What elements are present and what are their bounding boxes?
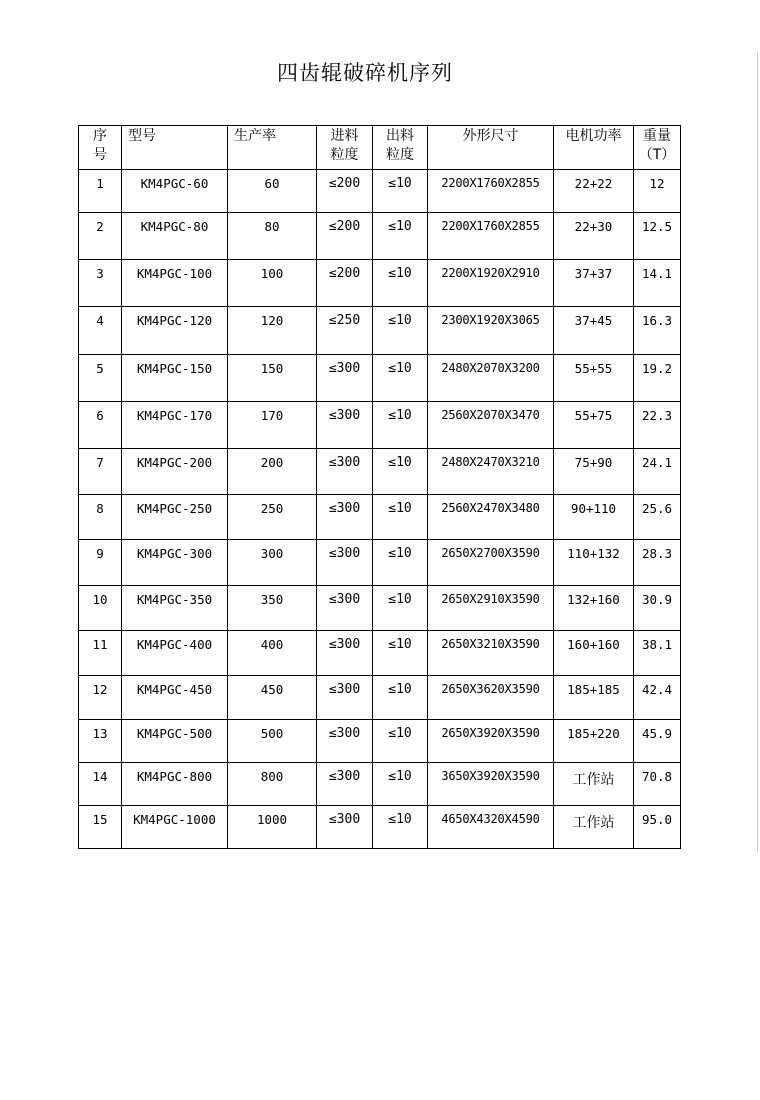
cell-model: KM4PGC-350	[122, 586, 228, 631]
page-edge-line	[757, 52, 758, 852]
header-capacity: 生产率	[228, 126, 317, 170]
table-row	[79, 213, 681, 260]
cell-output-size: ≤10	[373, 806, 428, 849]
cell-motor-power: 90+110	[554, 495, 634, 540]
cell-weight: 12	[634, 170, 681, 213]
cell-feed-size: ≤300	[317, 631, 373, 676]
cell-capacity: 500	[228, 720, 317, 763]
header-motor-power: 电机功率	[554, 126, 634, 170]
cell-capacity: 100	[228, 260, 317, 307]
header-model: 型号	[122, 126, 228, 170]
cell-motor-power: 37+45	[554, 307, 634, 355]
cell-model: KM4PGC-200	[122, 449, 228, 495]
cell-weight: 70.8	[634, 763, 681, 806]
cell-feed-size: ≤300	[317, 449, 373, 495]
table-row	[79, 676, 681, 720]
cell-model: KM4PGC-60	[122, 170, 228, 213]
cell-motor-power: 55+55	[554, 355, 634, 402]
cell-output-size: ≤10	[373, 449, 428, 495]
cell-output-size: ≤10	[373, 495, 428, 540]
cell-motor-power: 37+37	[554, 260, 634, 307]
cell-dimensions: 3650X3920X3590	[428, 763, 554, 806]
header-feed-size	[317, 126, 373, 170]
cell-dimensions: 2650X2910X3590	[428, 586, 554, 631]
cell-feed-size: ≤200	[317, 170, 373, 213]
cell-weight: 16.3	[634, 307, 681, 355]
cell-motor-power: 185+220	[554, 720, 634, 763]
cell-feed-size: ≤300	[317, 806, 373, 849]
cell-weight: 30.9	[634, 586, 681, 631]
cell-capacity: 200	[228, 449, 317, 495]
cell-model: KM4PGC-150	[122, 355, 228, 402]
cell-motor-power: 185+185	[554, 676, 634, 720]
cell-capacity: 170	[228, 402, 317, 449]
cell-weight: 45.9	[634, 720, 681, 763]
cell-model: KM4PGC-400	[122, 631, 228, 676]
cell-output-size: ≤10	[373, 307, 428, 355]
cell-index: 7	[79, 449, 122, 495]
header-weight-line2: （T）	[638, 147, 676, 163]
cell-model: KM4PGC-170	[122, 402, 228, 449]
cell-weight: 24.1	[634, 449, 681, 495]
cell-dimensions: 2650X3620X3590	[428, 676, 554, 720]
cell-feed-size: ≤300	[317, 495, 373, 540]
cell-model: KM4PGC-500	[122, 720, 228, 763]
cell-dimensions: 2560X2470X3480	[428, 495, 554, 540]
spec-table	[78, 125, 681, 849]
table-row	[79, 260, 681, 307]
table-row	[79, 495, 681, 540]
cell-index: 8	[79, 495, 122, 540]
cell-capacity: 60	[228, 170, 317, 213]
cell-index: 4	[79, 307, 122, 355]
cell-index: 13	[79, 720, 122, 763]
cell-dimensions: 2650X2700X3590	[428, 540, 554, 586]
table-row	[79, 763, 681, 806]
cell-weight: 38.1	[634, 631, 681, 676]
cell-model: KM4PGC-800	[122, 763, 228, 806]
cell-weight: 25.6	[634, 495, 681, 540]
cell-motor-power: 132+160	[554, 586, 634, 631]
cell-index: 14	[79, 763, 122, 806]
cell-index: 3	[79, 260, 122, 307]
cell-output-size: ≤10	[373, 260, 428, 307]
cell-model: KM4PGC-1000	[122, 806, 228, 849]
cell-capacity: 150	[228, 355, 317, 402]
cell-output-size: ≤10	[373, 213, 428, 260]
cell-capacity: 800	[228, 763, 317, 806]
cell-dimensions: 2200X1760X2855	[428, 213, 554, 260]
cell-model: KM4PGC-120	[122, 307, 228, 355]
cell-index: 5	[79, 355, 122, 402]
header-index	[79, 126, 122, 170]
cell-capacity: 350	[228, 586, 317, 631]
table-row	[79, 170, 681, 213]
cell-capacity: 450	[228, 676, 317, 720]
cell-motor-power: 55+75	[554, 402, 634, 449]
cell-output-size: ≤10	[373, 402, 428, 449]
cell-capacity: 300	[228, 540, 317, 586]
cell-model: KM4PGC-80	[122, 213, 228, 260]
cell-index: 12	[79, 676, 122, 720]
cell-weight: 28.3	[634, 540, 681, 586]
cell-capacity: 400	[228, 631, 317, 676]
cell-motor-power: 工作站	[554, 763, 634, 806]
cell-feed-size: ≤300	[317, 676, 373, 720]
cell-feed-size: ≤250	[317, 307, 373, 355]
table-row	[79, 355, 681, 402]
cell-model: KM4PGC-100	[122, 260, 228, 307]
header-index-line2: 号	[93, 147, 107, 163]
header-output-size-line2: 粒度	[386, 147, 414, 163]
cell-dimensions: 2480X2470X3210	[428, 449, 554, 495]
cell-weight: 14.1	[634, 260, 681, 307]
cell-feed-size: ≤300	[317, 355, 373, 402]
table-body	[79, 170, 681, 849]
cell-feed-size: ≤300	[317, 402, 373, 449]
header-weight	[634, 126, 681, 170]
cell-feed-size: ≤300	[317, 720, 373, 763]
cell-weight: 42.4	[634, 676, 681, 720]
cell-weight: 95.0	[634, 806, 681, 849]
table-row	[79, 586, 681, 631]
table-row	[79, 806, 681, 849]
table-row	[79, 402, 681, 449]
cell-model: KM4PGC-250	[122, 495, 228, 540]
cell-weight: 22.3	[634, 402, 681, 449]
cell-index: 9	[79, 540, 122, 586]
header-output-size-line1: 出料	[386, 128, 414, 144]
cell-index: 1	[79, 170, 122, 213]
header-weight-line1: 重量	[643, 128, 671, 144]
cell-weight: 12.5	[634, 213, 681, 260]
cell-index: 6	[79, 402, 122, 449]
page-title: 四齿辊破碎机序列	[277, 61, 453, 85]
cell-dimensions: 2300X1920X3065	[428, 307, 554, 355]
cell-index: 10	[79, 586, 122, 631]
cell-output-size: ≤10	[373, 720, 428, 763]
cell-motor-power: 75+90	[554, 449, 634, 495]
cell-capacity: 120	[228, 307, 317, 355]
cell-output-size: ≤10	[373, 763, 428, 806]
table-row	[79, 720, 681, 763]
cell-capacity: 1000	[228, 806, 317, 849]
table-header-row	[79, 126, 681, 170]
cell-index: 11	[79, 631, 122, 676]
cell-output-size: ≤10	[373, 170, 428, 213]
table-row	[79, 307, 681, 355]
cell-output-size: ≤10	[373, 586, 428, 631]
cell-motor-power: 工作站	[554, 806, 634, 849]
cell-output-size: ≤10	[373, 355, 428, 402]
cell-dimensions: 2650X3210X3590	[428, 631, 554, 676]
cell-feed-size: ≤200	[317, 260, 373, 307]
cell-model: KM4PGC-300	[122, 540, 228, 586]
table-row	[79, 631, 681, 676]
header-index-line1: 序	[93, 128, 107, 144]
cell-weight: 19.2	[634, 355, 681, 402]
cell-motor-power: 22+22	[554, 170, 634, 213]
cell-motor-power: 110+132	[554, 540, 634, 586]
table-row	[79, 540, 681, 586]
cell-feed-size: ≤300	[317, 586, 373, 631]
cell-index: 2	[79, 213, 122, 260]
cell-capacity: 250	[228, 495, 317, 540]
cell-output-size: ≤10	[373, 540, 428, 586]
header-dimensions: 外形尺寸	[428, 126, 554, 170]
cell-feed-size: ≤300	[317, 763, 373, 806]
cell-model: KM4PGC-450	[122, 676, 228, 720]
table-row	[79, 449, 681, 495]
cell-motor-power: 22+30	[554, 213, 634, 260]
cell-feed-size: ≤200	[317, 213, 373, 260]
header-output-size	[373, 126, 428, 170]
cell-dimensions: 2560X2070X3470	[428, 402, 554, 449]
cell-index: 15	[79, 806, 122, 849]
cell-output-size: ≤10	[373, 676, 428, 720]
cell-capacity: 80	[228, 213, 317, 260]
cell-dimensions: 2480X2070X3200	[428, 355, 554, 402]
cell-motor-power: 160+160	[554, 631, 634, 676]
cell-dimensions: 4650X4320X4590	[428, 806, 554, 849]
cell-dimensions: 2650X3920X3590	[428, 720, 554, 763]
header-feed-size-line1: 进料	[330, 128, 359, 144]
cell-output-size: ≤10	[373, 631, 428, 676]
cell-feed-size: ≤300	[317, 540, 373, 586]
cell-dimensions: 2200X1920X2910	[428, 260, 554, 307]
cell-dimensions: 2200X1760X2855	[428, 170, 554, 213]
header-feed-size-line2: 粒度	[330, 147, 359, 163]
